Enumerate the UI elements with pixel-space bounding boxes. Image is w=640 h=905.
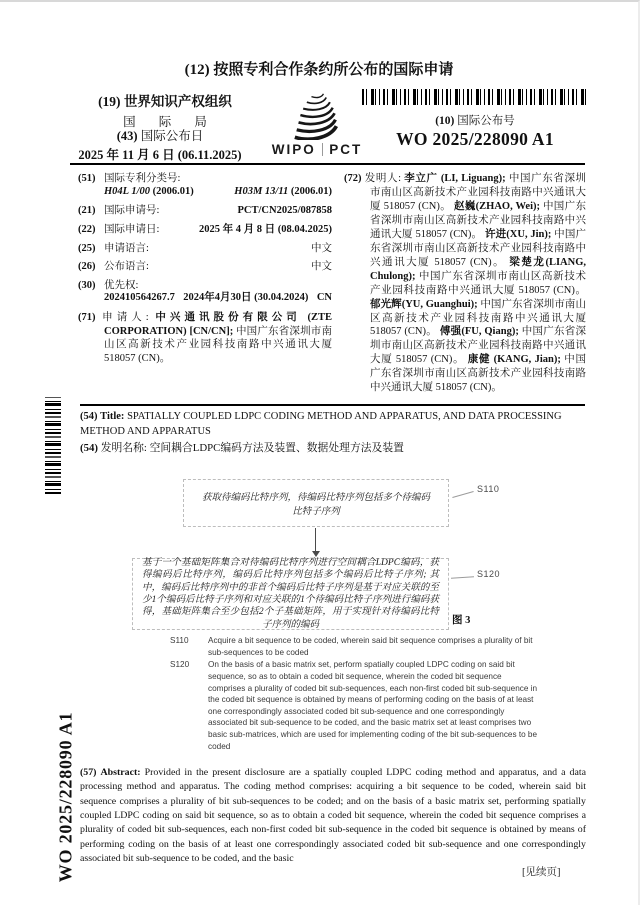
- pct-publication-headline: [0, 58, 638, 79]
- priority-data: [78, 291, 332, 305]
- field-26-number: (26): [78, 261, 96, 273]
- inventor-name: 傅强(FU, Qiang);: [439, 326, 519, 338]
- title-en-label: Title:: [100, 411, 125, 422]
- field-72-inventors: [344, 172, 586, 395]
- inventor-name: 梁楚龙(LIANG, Chulong);: [370, 256, 586, 282]
- inventor-name: 许进(XU, Jin);: [484, 228, 552, 240]
- s120-label: S120: [477, 569, 501, 579]
- wipo-pct-logo: [266, 92, 368, 157]
- s110-label: S110: [477, 484, 500, 494]
- field-12-text: 按照专利合作条约所公布的国际申请: [213, 62, 454, 78]
- field-25-number: (25): [78, 242, 96, 254]
- priority-number: 202410564267.7: [104, 292, 175, 304]
- inventor-name: 郁光辉(YU, Guanghui);: [370, 298, 478, 310]
- title-divider-rule: [80, 404, 585, 406]
- field-22: [78, 223, 332, 237]
- field-26: [78, 260, 332, 274]
- barcode-icon: [362, 89, 588, 105]
- abstract-text: Provided in the present disclosure are a spatially coupled LDPC coding method and apparatus, and a data processing method and apparatus. The coding method comprises: acquiring a bit sequence to be coded, wherein said bit sequence comprises a plurality of bit sub-sequences to be coded; and on the basis of a basic matrix set, performing spatially coupled LDPC coding on said bit sequence, so as to obtain a coded bit sequence, wherein the coded bit sequence comprises a plurality of coded bit sub-sequences, each non-first coded bit sub-sequence in the coded bit sequence is obtained by means of performing coding on the basis of at least one correspondingly associated coded bit sub-sequence and one correspondingly associated bit sub-sequence to be coded, and the basic: [80, 767, 587, 865]
- inventors-label: 发明人:: [364, 173, 402, 184]
- step-descriptions: [170, 635, 538, 753]
- biblio-right-column: [344, 172, 586, 395]
- publication-number-block: [362, 112, 588, 150]
- field-10-number: (10): [435, 115, 455, 127]
- filing-date-label: 国际申请日:: [104, 223, 160, 235]
- field-25: [78, 242, 332, 256]
- logo-divider: [322, 143, 324, 156]
- field-21-number: (21): [78, 205, 96, 217]
- field-51-number: (51): [78, 173, 96, 184]
- priority-country: CN: [316, 292, 332, 304]
- field-54-title-cn: [80, 440, 587, 455]
- ipc-code-1-year: (2006.01): [152, 185, 194, 197]
- inventor-address: 中国广东省深圳市南山区高新技术产业园科技南路中兴通讯大厦 518057 (CN)。: [370, 354, 587, 394]
- applicant-address: 中国广东省深圳市南山区高新技术产业园科技南路中兴通讯大厦 518057 (CN)。: [104, 325, 332, 365]
- title-cn-text: 空间耦合LDPC编码方法及装置、数据处理方法及装置: [149, 442, 404, 454]
- side-publication-number: WO 2025/228090 A1: [55, 711, 76, 883]
- inventor-address: 中国广东省深圳市南山区高新技术产业园科技南路中兴通讯大厦 518057 (CN)。: [370, 200, 586, 240]
- inventor-address: 中国广东省深圳市南山区高新技术产业园科技南路中兴通讯大厦 518057 (CN)。: [370, 326, 586, 366]
- application-number: PCT/CN2025/087858: [237, 205, 332, 217]
- field-54-number: (54): [80, 411, 98, 422]
- step-s120-label: S120: [170, 660, 190, 670]
- s110-leader-line: [452, 491, 473, 498]
- field-43-number: (43): [116, 129, 138, 143]
- wipo-logo-icon: [288, 92, 346, 140]
- field-54-number-cn: (54): [80, 442, 98, 454]
- ipc-code-1: H04L 1/00: [104, 185, 150, 197]
- organization-name: 世界知识产权组织: [123, 94, 232, 109]
- application-number-label: 国际申请号:: [104, 205, 160, 217]
- field-19-number: (19): [98, 94, 121, 109]
- flowchart-step-s110-text: 获取待编码比特序列，待编码比特序列包括多个待编码比特子序列: [201, 493, 430, 517]
- step-s120-row: [170, 659, 538, 752]
- field-12-number: (12): [184, 62, 210, 78]
- figure-caption: 图 3: [452, 615, 471, 626]
- applicant-name: 中兴通讯股份有限公司 (ZTE CORPORATION) [CN/CN];: [104, 312, 332, 337]
- barcode-vertical-icon: [45, 397, 61, 494]
- step-s110-row: [170, 635, 538, 658]
- field-54-title-en: [80, 410, 587, 439]
- step-s110-label: S110: [170, 636, 189, 645]
- field-72-number: (72): [344, 173, 362, 184]
- inventor-name: 赵巍(ZHAO, Wei);: [454, 200, 540, 212]
- publication-language-label: 公布语言:: [104, 261, 149, 273]
- inventor-name: 李立广 (LI, Liguang);: [404, 173, 506, 184]
- field-30: [78, 279, 332, 293]
- field-57-abstract: [80, 766, 586, 867]
- flow-arrow: [315, 528, 316, 551]
- inventor-address: 中国广东省深圳市南山区高新技术产业园科技南路中兴通讯大厦 518057 (CN)。: [370, 270, 587, 296]
- filing-date: 2025 年 4 月 8 日 (08.04.2025): [199, 223, 332, 235]
- inventor-address: 中国广东省深圳市南山区高新技术产业园科技南路中兴通讯大厦 518057 (CN)。: [370, 173, 587, 212]
- field-30-number: (30): [78, 279, 96, 291]
- publication-number: WO 2025/228090 A1: [396, 129, 554, 149]
- field-21: [78, 204, 332, 218]
- priority-label: 优先权:: [104, 279, 139, 291]
- issuing-organization: [70, 90, 260, 130]
- logo-pct-text: PCT: [329, 142, 363, 157]
- ipc-codes: [78, 185, 332, 199]
- publication-language: 中文: [311, 261, 332, 273]
- step-s110-text: Acquire a bit sequence to be coded, wherein said bit sequence comprises a plurality of bit sub-sequences to be coded: [208, 636, 533, 657]
- header-divider-rule: [70, 163, 585, 165]
- publication-date: 2025 年 11 月 6 日 (06.11.2025): [78, 148, 242, 162]
- field-22-number: (22): [78, 223, 96, 235]
- inventor-name: 康健 (KANG, Jian);: [467, 354, 561, 366]
- s120-leader-line: [451, 576, 474, 579]
- flowchart-step-box-s120: [132, 558, 449, 630]
- inventor-address: 中国广东省深圳市南山区高新技术产业园科技南路中兴通讯大厦 518057 (CN)。: [370, 228, 587, 268]
- inventor-address: 中国广东省深圳市南山区高新技术产业园科技南路中兴通讯大厦 518057 (CN)。: [370, 298, 586, 338]
- title-en-text: SPATIALLY COUPLED LDPC CODING METHOD AND APPARATUS, AND DATA PROCESSING METHOD AND APPARATUS: [80, 411, 562, 437]
- filing-language: 中文: [311, 242, 332, 254]
- step-s120-text: On the basis of a basic matrix set, perform spatially coupled LDPC coding on said bit sequence, so as to obtain a coded bit sequence, wherein the coded bit sequence comprises a plurality of coded bit sub-sequences, each non-first coded bit sub-sequence in the coded bit sequence is obtained by means of performing coding on the basis of at least one correspondingly associated coded bit sub-sequence and one correspondingly associated bit sub-sequence to be coded, and the basic matrix set at least comprises two basic sub-matrices, which are used for implementing coding of the bit sub-sequences to be coded: [208, 660, 538, 751]
- biblio-left-column: [78, 172, 332, 366]
- ipc-code-2: H03M 13/11: [234, 185, 289, 197]
- publication-date-block: [55, 126, 265, 163]
- abstract-label: Abstract:: [100, 767, 141, 778]
- publication-date-label: 国际公布日: [140, 129, 204, 143]
- field-51: [78, 172, 332, 186]
- flowchart-step-s120-text: 基于一个基础矩阵集合对待编码比特序列进行空间耦合LDPC编码，获得编码后比特序列，编码后比特序列包括多个编码后比特子序列; 其中，编码后比特序列中的非首个编码后比特子序列是基于对应关联的至少1个编码后比特子序列和对应关联的1个待编码比特子序列进行编码获得，基础矩阵集合至少包括2个子基础矩阵，用于实现针对待编码比特子序列的编码: [142, 557, 439, 630]
- applicant-label: 申请人:: [102, 312, 149, 324]
- ipc-code-2-year: (2006.01): [290, 185, 332, 197]
- continuation-note: [见续页]: [522, 867, 561, 878]
- title-cn-label: 发明名称:: [100, 442, 147, 454]
- field-57-number: (57): [80, 767, 97, 778]
- logo-wipo-text: WIPO: [271, 142, 316, 157]
- publication-number-label: 国际公布号: [457, 115, 515, 127]
- ipc-label: 国际专利分类号:: [104, 173, 181, 184]
- organization-bureau: 国 际 局: [123, 115, 217, 129]
- field-71-applicant: [78, 311, 332, 366]
- flowchart-step-box-s110: [183, 479, 449, 527]
- filing-language-label: 申请语言:: [104, 242, 149, 254]
- priority-date: 2024年4月30日 (30.04.2024): [183, 292, 309, 304]
- field-71-number: (71): [78, 312, 96, 324]
